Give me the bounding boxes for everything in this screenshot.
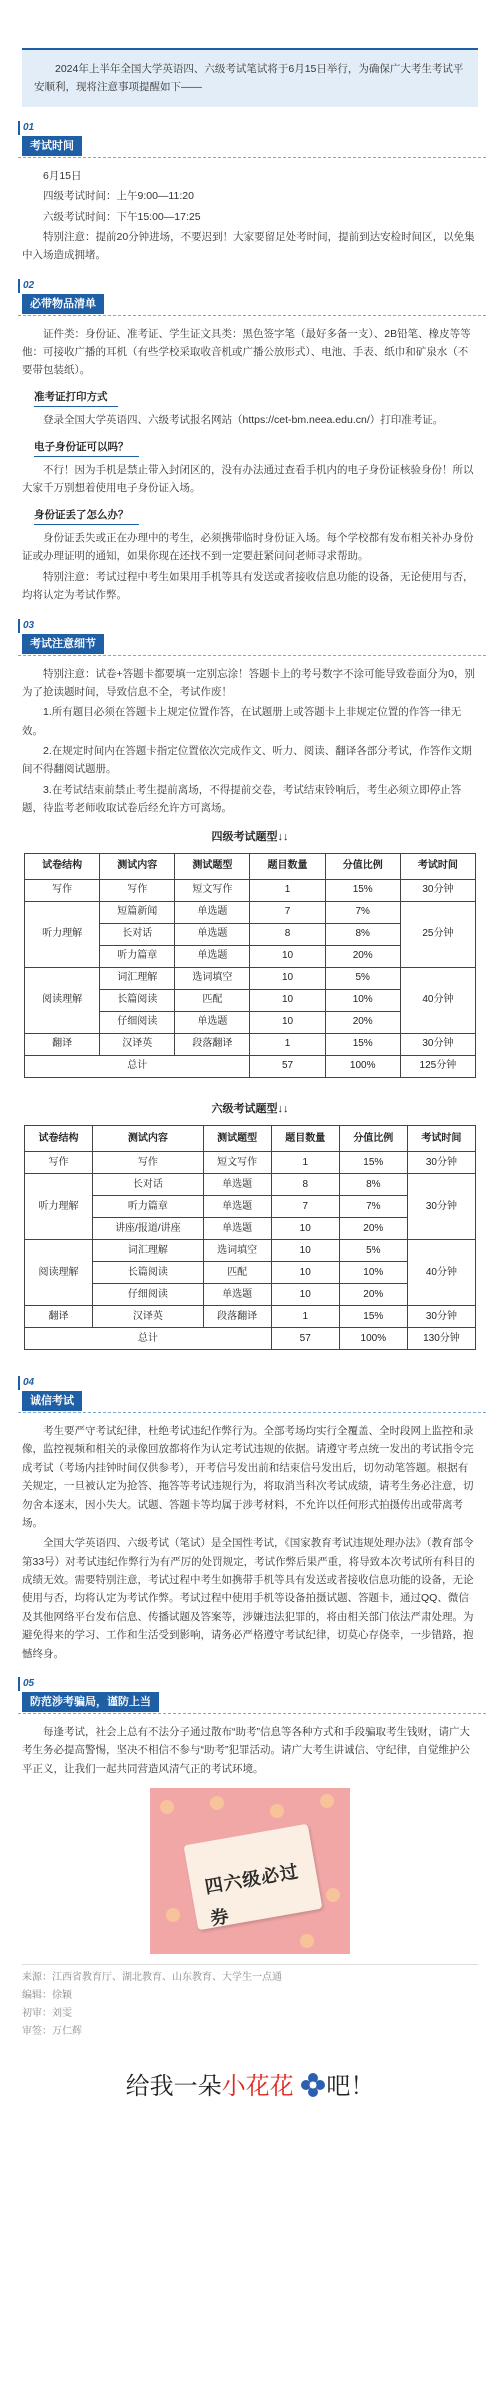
table-cell: 匹配 bbox=[175, 989, 250, 1011]
table-cell: 仔细阅读 bbox=[100, 1011, 175, 1033]
details-p2: 1.所有题目必须在答题卡上规定位置作答，在试题册上或答题卡上非规定位置的作答一律无效。 bbox=[22, 706, 462, 737]
table-cell: 125分钟 bbox=[400, 1055, 475, 1077]
cet6-table bbox=[24, 1125, 476, 1350]
credits bbox=[22, 1964, 478, 2041]
print-instructions: 登录全国大学英语四、六级考试报名网站（https://cet-bm.neea.edu.cn/）打印准考证。 bbox=[43, 414, 444, 427]
footer-text-post: 吧！ bbox=[326, 2073, 375, 2100]
table-cell: 130分钟 bbox=[407, 1328, 475, 1350]
table-header: 试卷结构 bbox=[25, 1126, 93, 1152]
intro-box: 2024年上半年全国大学英语四、六级考试笔试将于6月15日举行，为确保广大考生考试平安顺利，现将注意事项提醒如下—— bbox=[22, 48, 478, 107]
coupon-text: 四六级必过券 bbox=[203, 1861, 301, 1930]
table-cell: 30分钟 bbox=[407, 1174, 475, 1240]
pass-coupon-image bbox=[150, 1788, 350, 1954]
table-cell: 20% bbox=[325, 1011, 400, 1033]
table-cell: 20% bbox=[339, 1284, 407, 1306]
cet4-table-title: 四级考试题型↓↓ bbox=[211, 830, 289, 843]
table-header-row bbox=[25, 1126, 476, 1152]
table-header: 试卷结构 bbox=[25, 853, 100, 879]
integrity-body bbox=[22, 1422, 478, 1663]
section-number: 01 bbox=[18, 121, 34, 135]
decorative-dot bbox=[270, 1804, 284, 1818]
section-title: 防范涉考骗局，谨防上当 bbox=[22, 1692, 159, 1712]
article-page bbox=[0, 48, 500, 2123]
table-cell: 单选题 bbox=[203, 1196, 271, 1218]
table-cell: 10 bbox=[271, 1284, 339, 1306]
divider bbox=[18, 655, 486, 656]
section-header-fraud bbox=[18, 1677, 486, 1717]
table-cell: 5% bbox=[339, 1240, 407, 1262]
table-cell: 1 bbox=[271, 1152, 339, 1174]
exam-date: 6月15日 bbox=[43, 169, 82, 182]
table-header: 分值比例 bbox=[325, 853, 400, 879]
table-cell: 8% bbox=[339, 1174, 407, 1196]
table-cell: 8 bbox=[250, 923, 325, 945]
divider bbox=[18, 315, 486, 316]
table-cell: 汉译英 bbox=[93, 1306, 204, 1328]
divider bbox=[18, 1412, 486, 1413]
cet4-table bbox=[24, 853, 476, 1078]
footer-banner bbox=[0, 2067, 500, 2123]
table-cell: 15% bbox=[339, 1306, 407, 1328]
table-cell: 词汇理解 bbox=[100, 967, 175, 989]
table-cell: 10 bbox=[250, 1011, 325, 1033]
subheading-print: 准考证打印方式 bbox=[34, 388, 118, 407]
table-cell: 段落翻译 bbox=[175, 1033, 250, 1055]
divider bbox=[22, 1964, 478, 1965]
table-header: 题目数量 bbox=[250, 853, 325, 879]
details-p1: 特别注意：试卷+答题卡都要填一定别忘涂！答题卡上的考号数字不涂可能导致卷面分为0，别为了抢读题时间，导致信息不全，考试作废！ bbox=[22, 667, 475, 698]
section-header-integrity bbox=[18, 1376, 486, 1416]
table-cell: 听力理解 bbox=[25, 901, 100, 967]
details-body bbox=[22, 665, 478, 818]
exam-time-body bbox=[22, 167, 478, 265]
details-p4: 3.在考试结束前禁止考生提前离场，不得提前交卷，考试结束铃响后，考生必须立即停止答题，待监考老师收取试卷后经允许方可离场。 bbox=[22, 783, 462, 815]
table-cell: 讲座/报道/讲座 bbox=[93, 1218, 204, 1240]
table-header: 分值比例 bbox=[339, 1126, 407, 1152]
section-title: 必带物品清单 bbox=[22, 294, 104, 314]
section-title: 诚信考试 bbox=[22, 1391, 82, 1411]
credit-final: 审签：万仁辉 bbox=[22, 2026, 82, 2037]
fraud-p1: 每逢考试，社会上总有不法分子通过散布“助考”信息等各种方式和手段骗取考生钱财，请广大考生务必提高警惕，坚决不相信不参与“助考”犯罪活动。请广大考生讲诚信、守纪律，自觉维护公平正义，让我们一起共同营造风清气正的考试环境。 bbox=[22, 1725, 470, 1775]
table-cell: 写作 bbox=[93, 1152, 204, 1174]
table-cell: 阅读理解 bbox=[25, 967, 100, 1033]
table-cell: 短文写作 bbox=[175, 879, 250, 901]
table-header: 题目数量 bbox=[271, 1126, 339, 1152]
flower-icon bbox=[300, 2071, 326, 2097]
table-cell: 15% bbox=[325, 879, 400, 901]
table-cell: 短篇新闻 bbox=[100, 901, 175, 923]
table-cell: 词汇理解 bbox=[93, 1240, 204, 1262]
section-header-items bbox=[18, 279, 486, 319]
table-cell: 长对话 bbox=[100, 923, 175, 945]
table-cell: 5% bbox=[325, 967, 400, 989]
eid-answer: 不行！因为手机是禁止带入封闭区的，没有办法通过查看手机内的电子身份证核验身份！所以大家千万别想着使用电子身份证入场。 bbox=[22, 463, 474, 495]
details-p3: 2.在规定时间内在答题卡指定位置依次完成作文、听力、阅读、翻译各部分考试，作答作文期间不得翻阅试题册。 bbox=[22, 745, 472, 776]
table-cell: 40分钟 bbox=[400, 967, 475, 1033]
decorative-dot bbox=[300, 1934, 314, 1948]
credit-review: 初审：刘雯 bbox=[22, 2008, 72, 2019]
table-row bbox=[25, 1152, 476, 1174]
section-number: 03 bbox=[18, 619, 34, 633]
table-cell: 8% bbox=[325, 923, 400, 945]
cet4-time: 四级考试时间：上午9:00—11:20 bbox=[43, 190, 194, 203]
decorative-dot bbox=[326, 1888, 340, 1902]
divider bbox=[18, 1713, 486, 1714]
table-cell: 7 bbox=[250, 901, 325, 923]
table-cell: 选词填空 bbox=[203, 1240, 271, 1262]
table-row bbox=[25, 1306, 476, 1328]
table-cell: 听力篇章 bbox=[93, 1196, 204, 1218]
items-list: 证件类：身份证、准考证、学生证文具类：黑色签字笔（最好多备一支）、2B铅笔、橡皮等等他：可接收广播的耳机（有些学校采取收音机或广播公放形式）、电池、手表、纸巾和矿泉水（不要带包装纸）。 bbox=[22, 327, 471, 377]
table-cell: 20% bbox=[325, 945, 400, 967]
table-cell: 30分钟 bbox=[400, 879, 475, 901]
table-cell: 15% bbox=[325, 1033, 400, 1055]
table-cell: 单选题 bbox=[175, 945, 250, 967]
table-cell: 长篇阅读 bbox=[100, 989, 175, 1011]
fraud-body bbox=[22, 1723, 478, 1778]
table-header-row bbox=[25, 853, 476, 879]
table-header: 测试内容 bbox=[100, 853, 175, 879]
footer-text-pre: 给我一朵 bbox=[125, 2073, 222, 2100]
table-header: 考试时间 bbox=[400, 853, 475, 879]
table-cell: 单选题 bbox=[175, 901, 250, 923]
section-header-details bbox=[18, 619, 486, 659]
table-cell: 阅读理解 bbox=[25, 1240, 93, 1306]
table-cell: 单选题 bbox=[203, 1284, 271, 1306]
section-number: 04 bbox=[18, 1376, 34, 1390]
table-cell: 8 bbox=[271, 1174, 339, 1196]
table-cell: 25分钟 bbox=[400, 901, 475, 967]
table-cell: 10 bbox=[250, 989, 325, 1011]
table-row bbox=[25, 967, 476, 989]
table-header: 测试题型 bbox=[203, 1126, 271, 1152]
items-body bbox=[22, 325, 478, 380]
table-cell: 总计 bbox=[25, 1055, 250, 1077]
table-cell: 翻译 bbox=[25, 1033, 100, 1055]
section-header-exam-time bbox=[18, 121, 486, 161]
table-cell: 1 bbox=[271, 1306, 339, 1328]
subheading-eid: 电子身份证可以吗？ bbox=[34, 438, 139, 457]
section-number: 02 bbox=[18, 279, 34, 293]
table-cell: 短文写作 bbox=[203, 1152, 271, 1174]
table-cell: 长对话 bbox=[93, 1174, 204, 1196]
phone-tip: 特别注意：考试过程中考生如果用手机等具有发送或者接收信息功能的设备，无论使用与否，均将认定为考试作弊。 bbox=[22, 570, 474, 602]
table-row bbox=[25, 1240, 476, 1262]
table-cell: 单选题 bbox=[203, 1218, 271, 1240]
arrival-tip: 特别注意：提前20分钟进场，不要迟到！大家要留足处考时间，提前到达安检时间区，以免集中入场造成拥堵。 bbox=[22, 230, 475, 262]
table-cell: 57 bbox=[271, 1328, 339, 1350]
table-cell: 单选题 bbox=[203, 1174, 271, 1196]
section-number: 05 bbox=[18, 1677, 34, 1691]
decorative-dot bbox=[166, 1908, 180, 1922]
table-cell: 10% bbox=[325, 989, 400, 1011]
table-cell: 10 bbox=[271, 1262, 339, 1284]
table-cell: 40分钟 bbox=[407, 1240, 475, 1306]
table-cell: 57 bbox=[250, 1055, 325, 1077]
integrity-p2: 全国大学英语四、六级考试（笔试）是全国性考试，《国家教育考试违规处理办法》（教育部令第33号）对考试违纪作弊行为有严厉的处罚规定，考试作弊后果严重，将导致本次考试所有科目的成绩无效。需要特别注意，考试过程中考生如携带手机等具有发送或者接收信息功能的设备，无论使用与否，均将认定为考试作弊。考试过程中使用手机等设备拍摄试题、答题卡，通过QQ、微信及其他网络平台发布信息、传播试题及答案等，涉嫌违法犯罪的，将由相关部门依法严肃处理。为避免得来的学习、工作和生活受到影响，请务必严格遵守考试纪律，切莫心存侥幸，一步错路，抱憾终身。 bbox=[22, 1537, 475, 1660]
table-header: 测试题型 bbox=[175, 853, 250, 879]
subheading-lost-id: 身份证丢了怎么办？ bbox=[34, 506, 139, 525]
table-cell: 7 bbox=[271, 1196, 339, 1218]
cet6-table-title: 六级考试题型↓↓ bbox=[211, 1102, 289, 1115]
decorative-dot bbox=[160, 1800, 174, 1814]
section-title: 考试时间 bbox=[22, 136, 82, 156]
table-row bbox=[25, 879, 476, 901]
section-title: 考试注意细节 bbox=[22, 634, 104, 654]
credit-source: 来源：江西省教育厅、湖北教育、山东教育、大学生一点通 bbox=[22, 1972, 282, 1983]
table-row bbox=[25, 901, 476, 923]
table-cell: 写作 bbox=[100, 879, 175, 901]
table-cell: 30分钟 bbox=[407, 1152, 475, 1174]
table-cell: 听力篇章 bbox=[100, 945, 175, 967]
table-cell: 30分钟 bbox=[400, 1033, 475, 1055]
table-cell: 选词填空 bbox=[175, 967, 250, 989]
lost-id-answer: 身份证丢失或正在办理中的考生，必须携带临时身份证入场。每个学校都有发布相关补办身份证或办理证明的通知，如果你现在还找不到一定要赶紧问问老师寻求帮助。 bbox=[22, 532, 474, 563]
coupon-note bbox=[183, 1824, 322, 1931]
table-cell: 匹配 bbox=[203, 1262, 271, 1284]
table-cell: 1 bbox=[250, 1033, 325, 1055]
table-total-row bbox=[25, 1055, 476, 1077]
decorative-dot bbox=[210, 1796, 224, 1810]
table-cell: 写作 bbox=[25, 879, 100, 901]
table-cell: 写作 bbox=[25, 1152, 93, 1174]
table-cell: 翻译 bbox=[25, 1306, 93, 1328]
table-cell: 段落翻译 bbox=[203, 1306, 271, 1328]
decorative-dot bbox=[320, 1794, 334, 1808]
table-cell: 15% bbox=[339, 1152, 407, 1174]
table-cell: 单选题 bbox=[175, 923, 250, 945]
table-cell: 10 bbox=[250, 967, 325, 989]
table-cell: 听力理解 bbox=[25, 1174, 93, 1240]
table-cell: 7% bbox=[339, 1196, 407, 1218]
table-row bbox=[25, 1033, 476, 1055]
table-cell: 30分钟 bbox=[407, 1306, 475, 1328]
divider bbox=[18, 157, 486, 158]
footer-text-red: 小花花 bbox=[221, 2073, 294, 2100]
table-cell: 10 bbox=[271, 1240, 339, 1262]
table-cell: 100% bbox=[325, 1055, 400, 1077]
credit-editor: 编辑：徐颖 bbox=[22, 1990, 72, 2001]
table-row bbox=[25, 1174, 476, 1196]
table-cell: 总计 bbox=[25, 1328, 272, 1350]
table-cell: 10% bbox=[339, 1262, 407, 1284]
table-total-row bbox=[25, 1328, 476, 1350]
cet6-time: 六级考试时间：下午15:00—17:25 bbox=[43, 210, 201, 223]
table-cell: 20% bbox=[339, 1218, 407, 1240]
table-cell: 10 bbox=[250, 945, 325, 967]
table-header: 考试时间 bbox=[407, 1126, 475, 1152]
table-cell: 汉译英 bbox=[100, 1033, 175, 1055]
table-cell: 1 bbox=[250, 879, 325, 901]
table-cell: 单选题 bbox=[175, 1011, 250, 1033]
integrity-p1: 考生要严守考试纪律，杜绝考试违纪作弊行为。全部考场均实行全覆盖、全时段网上监控和录像，监控视频和相关的录像回放都将作为认定考试违规的依据。请遵守考点统一发出的考试指令完成考试（考场内挂钟时间仅供参考），开考信号发出前和结束信号发出后，切勿动笔答题。根据有关规定，一旦被认定为抢答、拖答等考试违规行为，将取消当科次考试成绩，请考生务必注意，切勿舍本逐末，因小失大。试题、答题卡等均属于涉考材料，不允许以任何形式拍摄传出或带离考场。 bbox=[22, 1425, 474, 1529]
table-cell: 7% bbox=[325, 901, 400, 923]
table-cell: 10 bbox=[271, 1218, 339, 1240]
table-header: 测试内容 bbox=[93, 1126, 204, 1152]
table-cell: 长篇阅读 bbox=[93, 1262, 204, 1284]
table-cell: 仔细阅读 bbox=[93, 1284, 204, 1306]
table-cell: 100% bbox=[339, 1328, 407, 1350]
